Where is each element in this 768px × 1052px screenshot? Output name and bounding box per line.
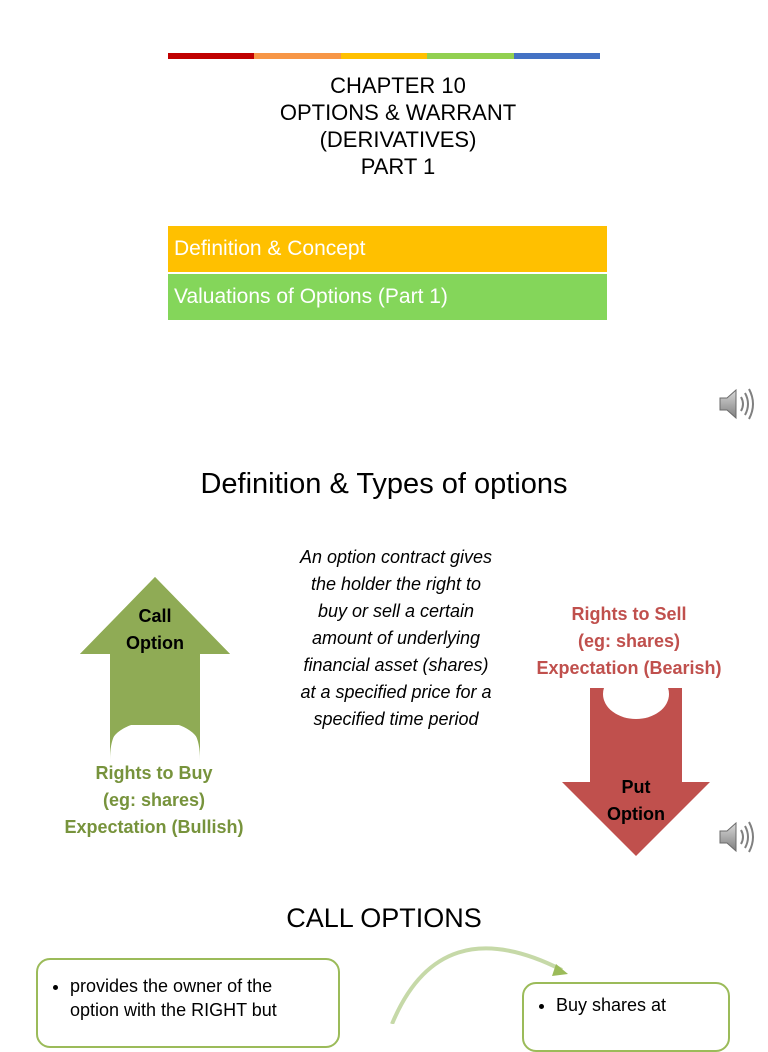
speaker-icon[interactable]	[716, 816, 758, 858]
put-option-arrow	[560, 688, 712, 856]
arrow-label-line: Option	[607, 804, 665, 824]
title-line: (DERIVATIVES)	[319, 127, 477, 152]
definition-line: the holder the right to	[310, 574, 482, 594]
color-bar-segment	[254, 53, 340, 59]
speaker-icon[interactable]	[716, 383, 758, 425]
definition-line: buy or sell a certain	[317, 601, 475, 621]
color-bar-segment	[514, 53, 600, 59]
left-box-line: • provides the owner of the	[70, 974, 338, 998]
option-definition-text	[278, 544, 514, 733]
right-box-line: • Buy shares at	[556, 993, 728, 1017]
definition-line: An option contract gives	[299, 547, 493, 567]
call-options-right-box	[522, 982, 730, 1052]
toc-item-valuations[interactable]: Valuations of Options (Part 1)	[168, 274, 607, 320]
arrow-label-line: Option	[126, 633, 184, 653]
color-bar-segment	[341, 53, 427, 59]
put-label-line: (eg: shares)	[577, 631, 681, 651]
title-color-bar	[168, 53, 600, 59]
definition-line: specified time period	[313, 709, 479, 729]
call-option-arrow-label	[100, 603, 210, 657]
put-label-line: Rights to Sell	[571, 604, 687, 624]
call-label-line: Rights to Buy	[95, 763, 213, 783]
slide1-title	[168, 72, 628, 180]
title-line: PART 1	[360, 154, 436, 179]
slide2-heading: Definition & Types of options	[200, 468, 568, 500]
title-line: CHAPTER 10	[330, 73, 466, 98]
call-label-line: Expectation (Bullish)	[64, 817, 244, 837]
definition-line: financial asset (shares)	[303, 655, 489, 675]
color-bar-segment	[168, 53, 254, 59]
call-label-line: (eg: shares)	[102, 790, 206, 810]
put-option-arrow-label	[581, 774, 691, 828]
slide3-heading: CALL OPTIONS	[286, 903, 482, 933]
call-option-description	[40, 760, 268, 841]
title-line: OPTIONS & WARRANT	[279, 100, 517, 125]
call-options-left-box	[36, 958, 340, 1048]
left-box-line: option with the RIGHT but	[70, 1000, 277, 1020]
put-label-line: Expectation (Bearish)	[536, 658, 722, 678]
arrow-label-line: Call	[138, 606, 172, 626]
definition-line: amount of underlying	[311, 628, 481, 648]
arrow-label-line: Put	[621, 777, 651, 797]
put-option-description	[520, 601, 738, 682]
color-bar-segment	[427, 53, 513, 59]
toc-item-definition[interactable]: Definition & Concept	[168, 226, 607, 272]
definition-line: at a specified price for a	[300, 682, 492, 702]
